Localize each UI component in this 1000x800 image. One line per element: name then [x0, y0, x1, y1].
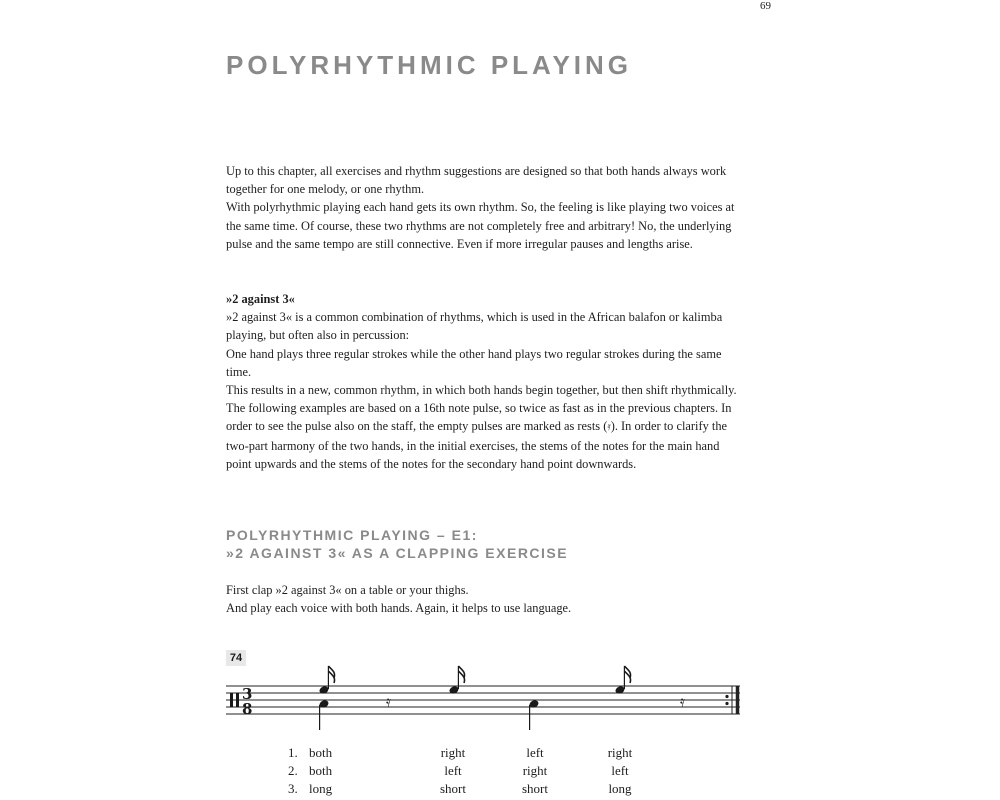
- repeat-dot: [725, 702, 728, 705]
- time-signature-top: 3: [242, 685, 253, 703]
- intro-paragraph-2: With polyrhythmic playing each hand gets its own rhythm. So, the feeling is like playing two voices at the same time. Of course, these two rhythms are not completely free and arbitrary! No, the underlying pulse and the same tempo are still connective. Even if more irregular pauses and lengths arise.: [226, 200, 735, 251]
- syllable-cell: right: [522, 763, 548, 778]
- syllable-cell: right: [607, 745, 633, 760]
- paragraph-4-start: The following examples are based on a 16th note pulse, so twice as fast as in the previous chapters. In order to see the pulse also on the staff, the empty pulses are marked as rests (: [226, 401, 732, 434]
- sixteenth-rest: 𝄿: [680, 692, 685, 711]
- percussion-clef-icon: [230, 693, 233, 707]
- repeat-dot: [725, 695, 728, 698]
- syllable-cell: both: [309, 763, 333, 778]
- row-number: 2.: [288, 763, 298, 778]
- example-number-badge: 74: [226, 650, 246, 666]
- row-number: 3.: [288, 781, 298, 796]
- chapter-title: POLYRHYTHMIC PLAYING: [226, 50, 633, 80]
- percussion-clef-icon-bar: [236, 693, 239, 707]
- syllable-cell: short: [522, 781, 548, 796]
- page-number: 69: [760, 0, 771, 12]
- intro-paragraph-1: Up to this chapter, all exercises and rhythm suggestions are designed so that both hands always work together for one melody, or one rhythm.: [226, 164, 727, 197]
- instruction-line-2: And play each voice with both hands. Again, it helps to use language.: [226, 601, 572, 616]
- exercise-heading-line-1: POLYRHYTHMIC PLAYING – E1:: [226, 527, 478, 543]
- syllable-row: [288, 781, 788, 799]
- syllable-cell: short: [440, 781, 466, 796]
- section-paragraph-3: This results in a new, common rhythm, in which both hands begin together, but then shift rhythmically.: [226, 383, 737, 398]
- two-against-three-section: [226, 290, 742, 473]
- syllable-cell: right: [440, 745, 466, 760]
- syllable-cell: long: [608, 781, 632, 796]
- syllable-row: [288, 745, 788, 763]
- instruction-line-1: First clap »2 against 3« on a table or your thighs.: [226, 583, 469, 597]
- syllable-row: [288, 763, 788, 781]
- intro-text: [226, 162, 742, 253]
- exercise-heading-line-2: »2 AGAINST 3« AS A CLAPPING EXERCISE: [226, 545, 569, 561]
- exercise-heading: [226, 526, 568, 562]
- paragraph-4-end: ). In order to clarify the two-part harmony of the two hands, in the initial exercises, the stems of the notes for the main hand point upwards and the stems of the notes for the secondary hand point downwards.: [226, 419, 728, 471]
- sixteenth-rest: 𝄿: [386, 692, 391, 711]
- time-signature-bottom: 8: [242, 700, 253, 718]
- syllable-cell: both: [309, 745, 333, 760]
- syllable-cell: left: [444, 763, 462, 778]
- row-number: 1.: [288, 745, 298, 760]
- section-paragraph-2: One hand plays three regular strokes while the other hand plays two regular strokes during the same time.: [226, 346, 722, 379]
- section-paragraph-4: [226, 399, 742, 473]
- sixteenth-rest-icon: 𝄿: [607, 421, 611, 434]
- music-staff: [220, 660, 750, 740]
- section-paragraph-1: »2 against 3« is a common combination of rhythms, which is used in the African balafon or kalimba playing, but often also in percussion:: [226, 310, 723, 343]
- syllable-cell: left: [611, 763, 629, 778]
- syllable-cell: long: [309, 781, 333, 796]
- exercise-instructions: [226, 581, 742, 617]
- section-heading: »2 against 3«: [226, 292, 295, 306]
- syllable-cell: left: [526, 745, 544, 760]
